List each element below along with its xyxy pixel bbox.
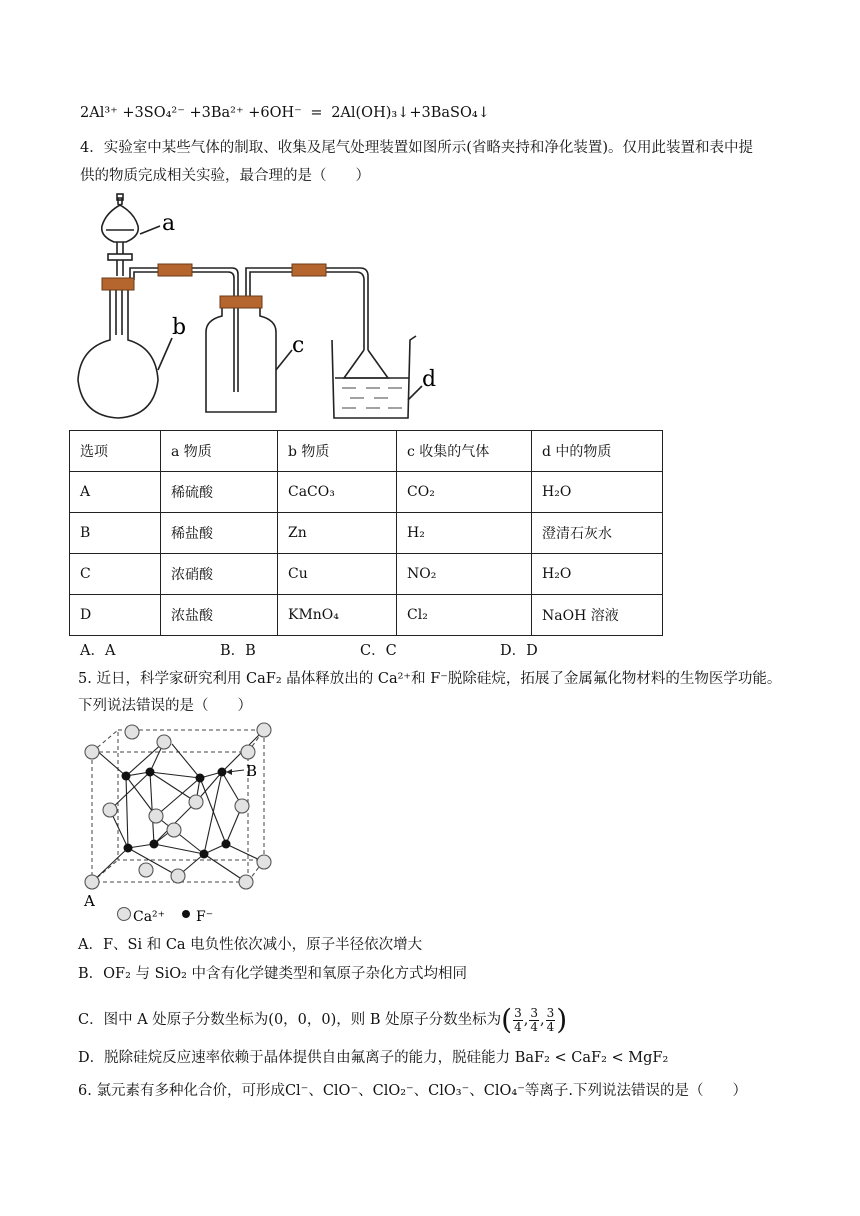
table-header-cell: a 物质 [161, 431, 278, 472]
q6-stem-line1: 6. 氯元素有多种化合价，可形成Cl⁻、ClO⁻、ClO₂⁻、ClO₃⁻、ClO₄⁻等离子.下列说法错误的是（ ） [78, 1083, 747, 1099]
fraction [529, 1007, 539, 1034]
table-row [70, 554, 663, 595]
fraction-numerator: 3 [546, 1005, 555, 1020]
table-cell: H₂O [532, 554, 663, 595]
table-header-cell: d 中的物质 [532, 431, 663, 472]
q4-stem-line2: 供的物质完成相关实验，最合理的是（ ） [80, 168, 370, 184]
paren-left-icon: ( [501, 1003, 513, 1036]
equation-equals: = [310, 105, 323, 121]
q5-option-c-text: C．图中 A 处原子分数坐标为(0，0，0)，则 B 处原子分数坐标为 [78, 1012, 502, 1028]
table-cell: 稀盐酸 [161, 513, 278, 554]
q5-stem-line1: 5. 近日，科学家研究利用 CaF₂ 晶体释放出的 Ca²⁺和 F⁻脱除硅烷，拓展了金属氟化物材料的生物医学功能。 [78, 671, 782, 687]
table-row [70, 472, 663, 513]
table-row [70, 513, 663, 554]
table-cell: CaCO₃ [278, 472, 397, 513]
table-cell: 浓盐酸 [161, 595, 278, 636]
table-cell: 稀硫酸 [161, 472, 278, 513]
q4-table [69, 430, 663, 636]
table-cell: Cu [278, 554, 397, 595]
fraction-denominator: 4 [514, 1019, 522, 1034]
table-header-cell: 选项 [70, 431, 161, 472]
table-cell: A [70, 472, 161, 513]
answer-option-c[interactable]: C．C [360, 643, 397, 659]
table-cell: 澄清石灰水 [532, 513, 663, 554]
crystal-cell-diagram [76, 722, 296, 932]
q4-stem-line1: 4．实验室中某些气体的制取、收集及尾气处理装置如图所示(省略夹持和净化装置)。仅用此装置和表中提 [80, 140, 754, 156]
fraction [546, 1007, 556, 1034]
table-cell: C [70, 554, 161, 595]
fraction-denominator: 4 [546, 1019, 555, 1034]
crystal-label-b: B [246, 762, 258, 780]
table-cell: Cl₂ [397, 595, 532, 636]
label-a: a [162, 211, 176, 236]
paren-right-icon: ) [556, 1003, 568, 1036]
table-cell: H₂O [532, 472, 663, 513]
equation-lhs: 2Al³⁺ +3SO₄²⁻ +3Ba²⁺ +6OH⁻ [80, 105, 302, 121]
table-cell: D [70, 595, 161, 636]
label-b: b [172, 315, 187, 340]
legend-f: F⁻ [196, 909, 214, 925]
answer-option-a[interactable]: A．A [80, 643, 116, 659]
q5-option-a[interactable]: A．F、Si 和 Ca 电负性依次减小，原子半径依次增大 [78, 937, 423, 953]
table-cell: 浓硝酸 [161, 554, 278, 595]
table-header-cell: b 物质 [278, 431, 397, 472]
table-cell: KMnO₄ [278, 595, 397, 636]
table-cell: CO₂ [397, 472, 532, 513]
fraction-denominator: 4 [530, 1019, 538, 1034]
table-header-row [70, 431, 663, 472]
q5-option-d[interactable]: D．脱除硅烷反应速率依赖于晶体提供自由氟离子的能力，脱硅能力 BaF₂ < CaF₂ < MgF₂ [78, 1050, 669, 1066]
legend-ca: Ca²⁺ [133, 909, 166, 925]
crystal-label-a: A [84, 892, 95, 910]
answer-option-b[interactable]: B．B [220, 643, 256, 659]
q4-answers [80, 639, 640, 660]
table-cell: H₂ [397, 513, 532, 554]
fraction-numerator: 3 [530, 1005, 538, 1020]
apparatus-diagram [70, 190, 450, 420]
table-cell: B [70, 513, 161, 554]
fraction-numerator: 3 [514, 1005, 522, 1020]
equation-line [80, 103, 490, 123]
table-cell: NO₂ [397, 554, 532, 595]
fraction [513, 1007, 523, 1034]
table-cell: Zn [278, 513, 397, 554]
table-cell: NaOH 溶液 [532, 595, 663, 636]
equation-rhs: 2Al(OH)₃↓+3BaSO₄↓ [331, 105, 490, 121]
table-header-cell: c 收集的气体 [397, 431, 532, 472]
table-row [70, 595, 663, 636]
answer-option-d[interactable]: D．D [500, 643, 538, 659]
label-d: d [422, 367, 437, 392]
q5-option-c[interactable]: C．图中 A 处原子分数坐标为(0，0，0)，则 B 处原子分数坐标为( $\frac{3}{4}$ , $\frac{3}{4}$ , $\frac{3}{4}$ ) [78, 1003, 568, 1036]
label-c: c [292, 333, 305, 358]
q5-option-b[interactable]: B．OF₂ 与 SiO₂ 中含有化学键类型和氧原子杂化方式均相同 [78, 966, 468, 982]
q5-stem-line2: 下列说法错误的是（ ） [78, 698, 252, 714]
